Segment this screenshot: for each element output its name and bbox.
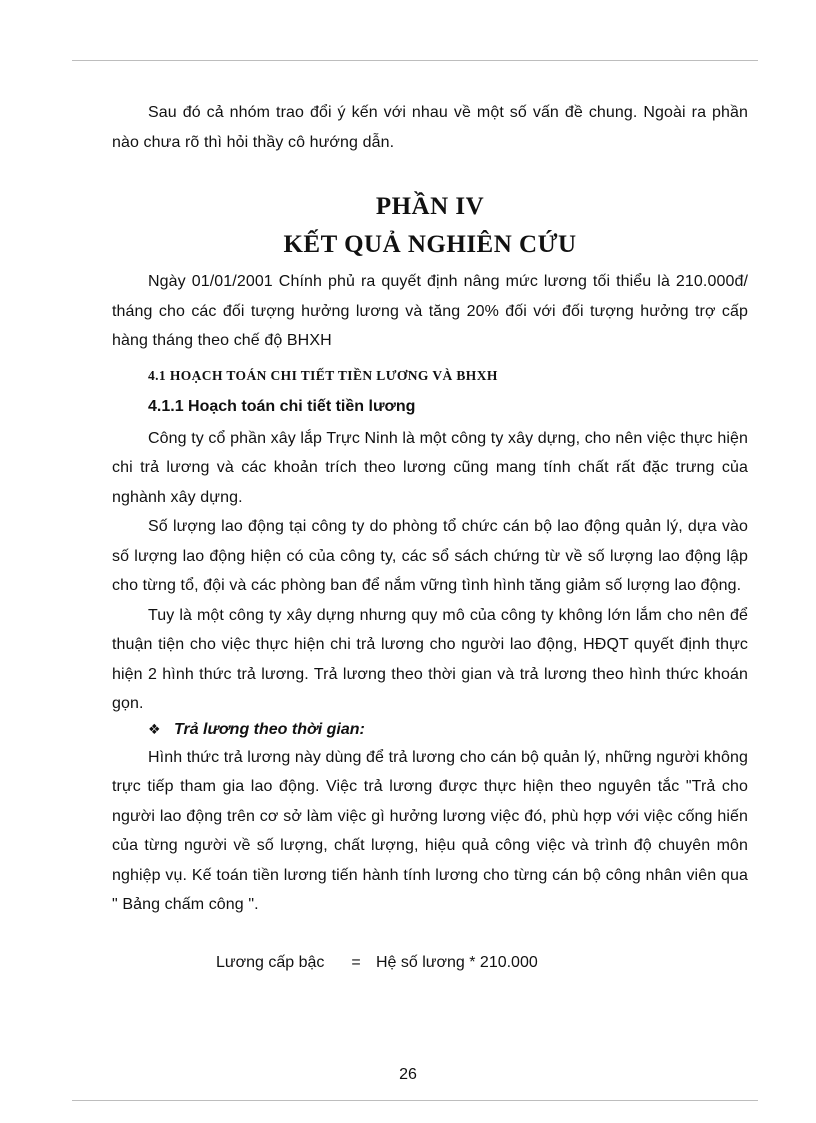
formula-rhs: Hệ số lương * 210.000	[376, 953, 538, 971]
intro-paragraph: Sau đó cả nhóm trao đổi ý kến với nhau về một số vấn đề chung. Ngoài ra phần nào chưa rõ thì hỏi thầy cô hướng dẫn.	[112, 104, 748, 151]
formula-operator: =	[351, 953, 361, 971]
formula-lhs: Lương cấp bậc	[216, 953, 325, 971]
bullet-label: Trả lương theo thời gian:	[174, 720, 365, 738]
page-number: 26	[399, 1066, 417, 1083]
bullet-paragraph: Hình thức trả lương này dùng để trả lương cho cán bộ quản lý, những người không trực tiếp tham gia lao động. Việc trả lương được thực hiện theo nguyên tắc "Trả cho người lao động trên cơ sở làm việc gì hưởng lương việc đó, phù hợp với việc cống hiến của từng người về số lượng, chất lượng, hiệu quả công việc và trình độ chuyên môn nghiệp vụ. Kế toán tiền lương tiến hành tính lương cho từng cán bộ công nhân viên qua " Bảng chấm công ".	[112, 748, 748, 913]
part-heading: KẾT QUẢ NGHIÊN CỨU	[283, 231, 577, 258]
opening-paragraph: Ngày 01/01/2001 Chính phủ ra quyết định nâng mức lương tối thiểu là 210.000đ/ tháng cho các đối tượng hưởng lương và tăng 20% đối với đối tượng hưởng trợ cấp hàng tháng theo chế độ BHXH	[112, 273, 748, 349]
body-paragraph-2: Số lượng lao động tại công ty do phòng tổ chức cán bộ lao động quản lý, dựa vào số lượng lao động hiện có của công ty, các sổ sách chứng từ về số lượng lao động lập cho từng tổ, đội và các phòng ban để nắm vững tình hình tăng giảm số lượng lao động.	[112, 518, 748, 594]
page-top-rule	[72, 60, 758, 61]
part-number-title: PHẦN IV	[375, 193, 485, 220]
section-title: 4.1 HOẠCH TOÁN CHI TIẾT TIỀN LƯƠNG VÀ BHXH	[148, 367, 498, 383]
body-paragraph-3: Tuy là một công ty xây dựng nhưng quy mô của công ty không lớn lắm cho nên để thuận tiện cho việc thực hiện chi trả lương cho người lao động, HĐQT quyết định thực hiện 2 hình thức trả lương. Trả lương theo thời gian và trả lương theo hình thức khoán gọn.	[112, 606, 748, 712]
salary-formula	[112, 954, 748, 972]
subsection-title: 4.1.1 Hoạch toán chi tiết tiền lương	[148, 397, 416, 415]
body-paragraph-1: Công ty cổ phần xây lắp Trực Ninh là một công ty xây dựng, cho nên việc thực hiện chi trả lương và các khoản trích theo lương cũng mang tính chất rất đặc trưng của nghành xây dựng.	[112, 429, 748, 506]
diamond-bullet-icon: ❖	[148, 721, 161, 738]
page-bottom-rule	[72, 1100, 758, 1101]
page-content	[112, 98, 748, 972]
bullet-item	[112, 721, 748, 739]
